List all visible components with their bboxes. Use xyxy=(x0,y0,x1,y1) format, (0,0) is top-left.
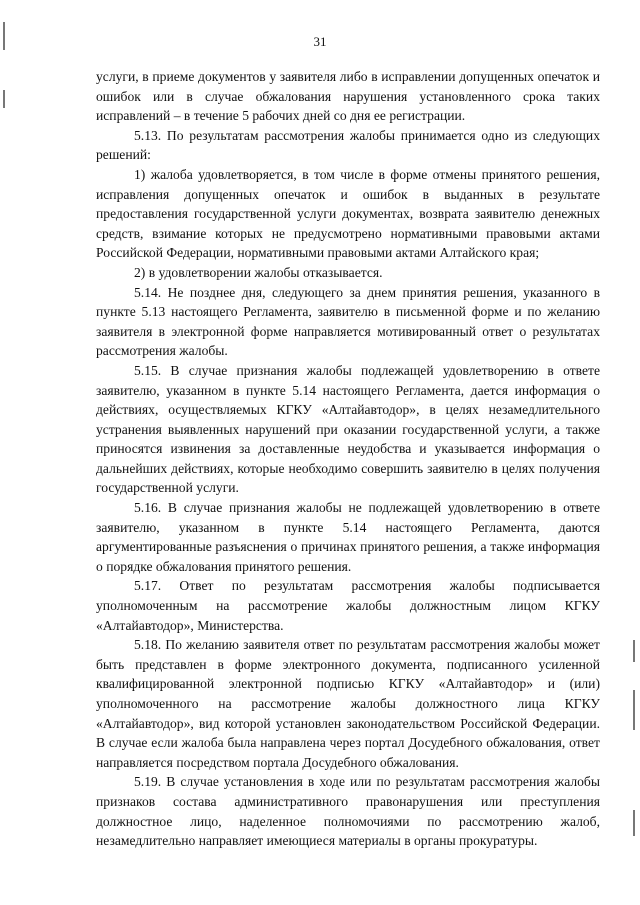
document-body xyxy=(96,67,600,851)
scan-edge-mark-right-1 xyxy=(633,640,635,662)
paragraph-5-13-item-1: 1) жалоба удовлетворяется, в том числе в форме отмены принятого решения, исправления допущенных опечаток и ошибок в выданных в результате предоставления государственной услуги документах, возврата заявителю денежных средств, взимание которых не предусмотрено нормативными правовыми актами Российской Федерации, нормативными правовыми актами Алтайского края; xyxy=(96,166,600,261)
page-number: 31 xyxy=(313,34,327,49)
paragraph-5-13-item-2: 2) в удовлетворении жалобы отказывается. xyxy=(134,264,383,280)
scan-edge-mark-right-2 xyxy=(633,690,635,730)
paragraph-5-17: 5.17. Ответ по результатам рассмотрения жалобы подписывается уполномоченным на рассмотрение жалобы должностным лицом КГКУ «Алтайавтодор», Министерства. xyxy=(96,578,600,633)
paragraph-5-18: 5.18. По желанию заявителя ответ по результатам рассмотрения жалобы может быть представлен в форме электронного документа, подписанного усиленной квалифицированной электронной подписью КГКУ «Алтайавтодор» и (или) уполномоченного на рассмотрение жалобы должностного лица КГКУ «Алтайавтодор», вид которой установлен законодательством Российской Федерации. В случае если жалоба была направлена через портал Досудебного обжалования, ответ направляется посредством портала Досудебного обжалования. xyxy=(96,637,600,770)
scan-edge-mark-left-mid xyxy=(3,90,5,108)
paragraph-5-15: 5.15. В случае признания жалобы подлежащей удовлетворению в ответе заявителю, указанном в пункте 5.14 настоящего Регламента, дается информация о действиях, осуществляемых КГКУ «Алтайавтодор», в целях незамедлительного устранения выявленных нарушений при оказании государственной услуги, а также приносятся извинения за доставленные неудобства и указывается информация о дальнейших действиях, которые необходимо совершить заявителю в целях получения государственной услуги. xyxy=(96,362,600,496)
paragraph-5-16: 5.16. В случае признания жалобы не подлежащей удовлетворению в ответе заявителю, указанном в пункте 5.14 настоящего Регламента, даются аргументированные разъяснения о причинах принятого решения, а также информация о порядке обжалования принятого решения. xyxy=(96,500,600,574)
paragraph-5-14: 5.14. Не позднее дня, следующего за днем принятия решения, указанного в пункте 5.13 настоящего Регламента, заявителю в письменной форме и по желанию заявителя в электронной форме направляется мотивированный ответ о результатах рассмотрения жалобы. xyxy=(96,284,600,359)
paragraph-continuation: услуги, в приеме документов у заявителя либо в исправлении допущенных опечаток и ошибок или в случае обжалования нарушения установленного срока таких исправлений – в течение 5 рабочих дней со дня ее регистрации. xyxy=(96,69,600,124)
scan-edge-mark-left-top xyxy=(3,22,5,50)
paragraph-5-13: 5.13. По результатам рассмотрения жалобы принимается одно из следующих решений: xyxy=(96,127,600,163)
scan-edge-mark-right-3 xyxy=(633,810,635,836)
paragraph-5-19: 5.19. В случае установления в ходе или по результатам рассмотрения жалобы признаков состава административного правонарушения или преступления должностное лицо, наделенное полномочиями по рассмотрению жалоб, незамедлительно направляет имеющиеся материалы в органы прокуратуры. xyxy=(96,774,600,849)
